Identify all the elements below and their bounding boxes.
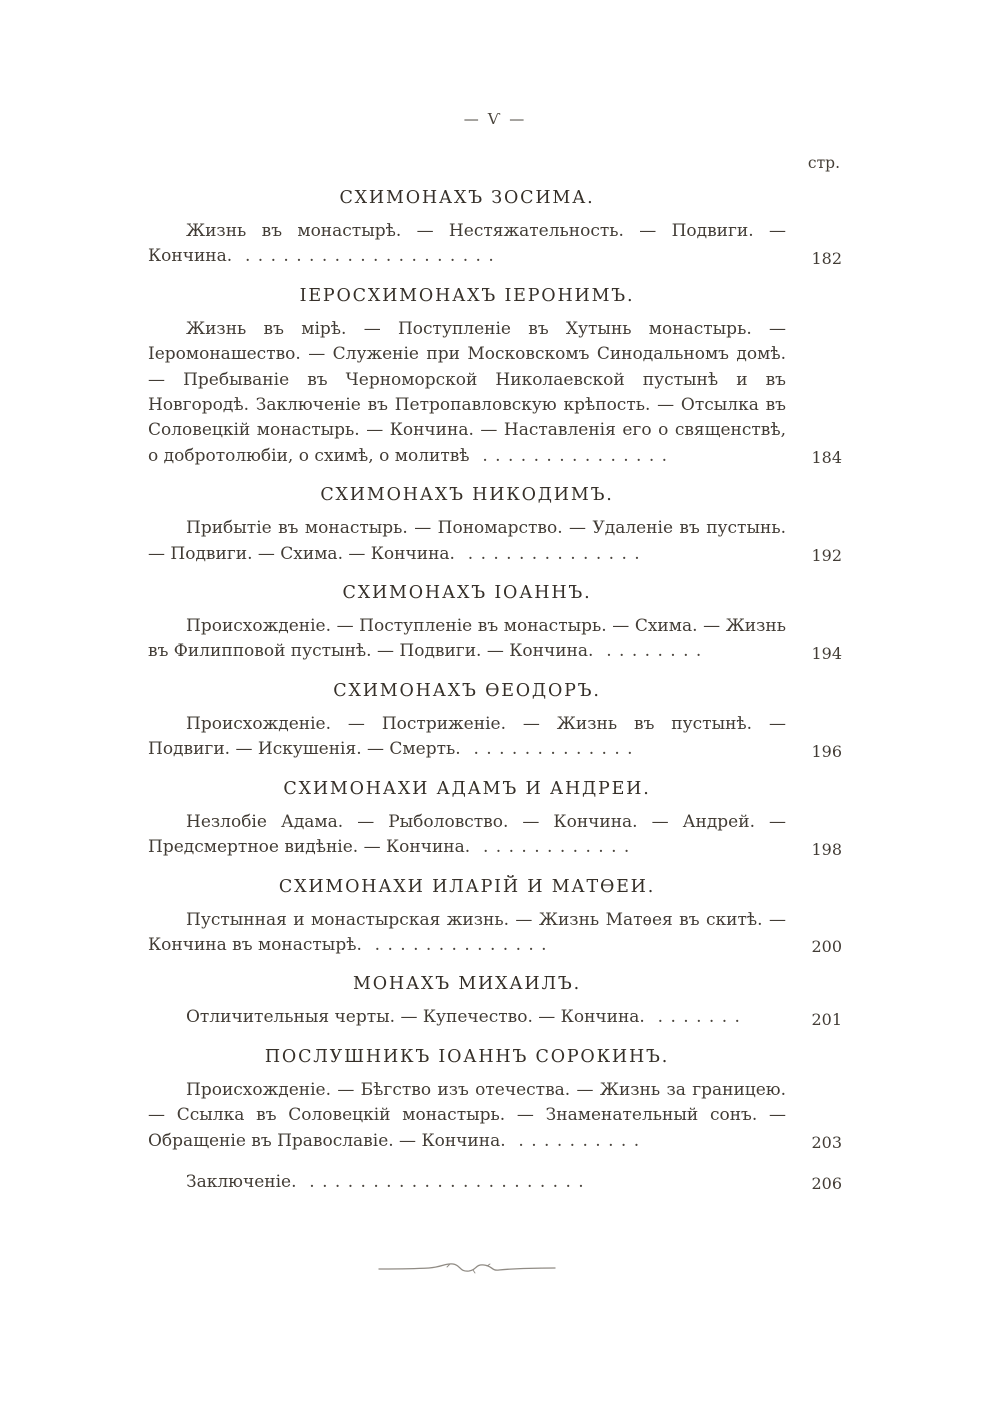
section-heading: СХИМОНАХЪ ЗОСИМА. <box>339 188 595 208</box>
section-heading: СХИМОНАХИ АДАМЪ И АНДРЕИ. <box>283 778 651 799</box>
page-number: 198 <box>811 839 842 859</box>
toc-entry <box>148 712 842 763</box>
toc-section <box>148 581 842 665</box>
leader-dots: . . . . . . . . . . . . . <box>460 739 634 760</box>
page-number: 196 <box>811 741 842 761</box>
section-heading: СХИМОНАХЪ НИКОДИМЪ. <box>320 485 614 506</box>
page-number: 182 <box>811 248 842 268</box>
entry-paragraph <box>148 908 786 959</box>
toc-entry <box>148 1078 842 1154</box>
toc-section <box>148 777 842 861</box>
entry-paragraph <box>148 1170 786 1195</box>
entry-text: Происхожденіе. — Бѣгство изъ отечества. — Жизнь за границею. — Ссылка въ Соловецкій монастырь. — Знаменательный сонъ. — Обращеніе въ Православіе. — Кончина. <box>148 1079 786 1151</box>
toc-entry <box>148 219 842 270</box>
page-number: 192 <box>811 546 842 566</box>
entry-paragraph <box>148 614 786 665</box>
page-number: 184 <box>811 448 842 468</box>
section-heading: СХИМОНАХЪ ѲЕОДОРЪ. <box>333 680 601 701</box>
toc-section <box>148 1170 842 1195</box>
toc-section <box>148 875 842 959</box>
leader-dots: . . . . . . . . . . . . . . . <box>469 445 669 466</box>
toc-section <box>148 186 842 270</box>
page-number: 203 <box>811 1132 842 1152</box>
toc-section <box>148 679 842 763</box>
page-number: 201 <box>811 1009 842 1029</box>
entry-text: Отличительныя черты. — Купечество. — Кончина. <box>186 1007 645 1028</box>
page-column-header: стр. <box>807 154 840 172</box>
leader-dots: . . . . . . . . . . <box>505 1130 641 1151</box>
folio-page-number: — Ѵ — <box>463 110 527 128</box>
entry-paragraph <box>148 810 786 861</box>
toc-section <box>148 483 842 567</box>
entry-text: Происхожденіе. — Поступленіе въ монастырь. — Схима. — Жизнь въ Филипповой пустынѣ. — Подвиги. — Кончина. <box>148 616 786 662</box>
section-heading: СХИМОНАХЪ ІОАННЪ. <box>342 583 592 604</box>
entry-text: Пустынная и монастырская жизнь. — Жизнь Матѳея въ скитѣ. — Кончина въ монастырѣ. <box>148 909 786 955</box>
toc-entry <box>148 516 842 567</box>
entry-paragraph <box>148 712 786 763</box>
section-heading: ПОСЛУШНИКЪ ІОАННЪ СОРОКИНЪ. <box>264 1046 670 1067</box>
entry-text: Незлобіе Адама. — Рыболовство. — Кончина. — Андрей. — Предсмертное видѣніе. — Кончина. <box>148 811 786 858</box>
toc-section <box>148 1045 842 1154</box>
entry-paragraph <box>148 317 786 469</box>
section-heading: ІЕРОСХИМОНАХЪ ІЕРОНИМЪ. <box>299 285 635 306</box>
page-number: 206 <box>811 1174 842 1194</box>
toc-entry <box>148 1170 842 1195</box>
toc-entry <box>148 317 842 469</box>
entry-text: Жизнь въ монастырѣ. — Нестяжательность. — Подвиги. — Кончина. <box>148 221 786 267</box>
section-heading: СХИМОНАХИ ИЛАРІЙ И МАТѲЕИ. <box>278 876 656 897</box>
entry-paragraph <box>148 1005 786 1030</box>
entry-text: Заключеніе. <box>186 1171 297 1192</box>
leader-dots: . . . . . . . . <box>593 641 703 662</box>
toc-entry <box>148 614 842 665</box>
leader-dots: . . . . . . . . . . . . <box>470 837 631 858</box>
entry-text: Прибытіе въ монастырь. — Пономарство. — Удаленіе въ пустынь. — Подвиги. — Схима. — Кончина. <box>148 518 786 564</box>
page-number: 194 <box>811 643 842 663</box>
leader-dots: . . . . . . . . . . . . . . . . . . . . <box>232 246 495 267</box>
entry-text: Происхожденіе. — Постриженіе. — Жизнь въ пустынѣ. — Подвиги. — Искушенія. — Смерть. <box>148 713 786 760</box>
toc-section <box>148 284 842 469</box>
toc-entries <box>148 186 842 1195</box>
toc-section <box>148 972 842 1030</box>
page-number: 200 <box>811 937 842 957</box>
entry-paragraph <box>148 1078 786 1154</box>
toc-entry <box>148 810 842 861</box>
leader-dots: . . . . . . . . . . . . . . <box>454 543 641 564</box>
leader-dots: . . . . . . . . . . . . . . <box>361 934 548 955</box>
entry-text: Жизнь въ мірѣ. — Поступленіе въ Хутынь монастырь. — Іеромонашество. — Служеніе при Московскомъ Синодальномъ домѣ. — Пребываніе въ Черноморской Николаевской пустынѣ и въ Новгородѣ. Заключеніе въ Петропавловскую крѣпость. — Отсылка въ Соловецкій монастырь. — Кончина. — Наставленія его о священствѣ, о добротолюбіи, о схимѣ, о молитвѣ <box>148 318 786 466</box>
leader-dots: . . . . . . . <box>644 1007 741 1028</box>
entry-paragraph <box>148 516 786 567</box>
section-heading: МОНАХЪ МИХАИЛЪ. <box>353 974 581 995</box>
toc-entry <box>148 908 842 959</box>
toc-entry <box>148 1005 842 1030</box>
leader-dots: . . . . . . . . . . . . . . . . . . . . . . <box>296 1171 585 1192</box>
footer-ornament-icon <box>148 1259 786 1281</box>
entry-paragraph <box>148 219 786 270</box>
